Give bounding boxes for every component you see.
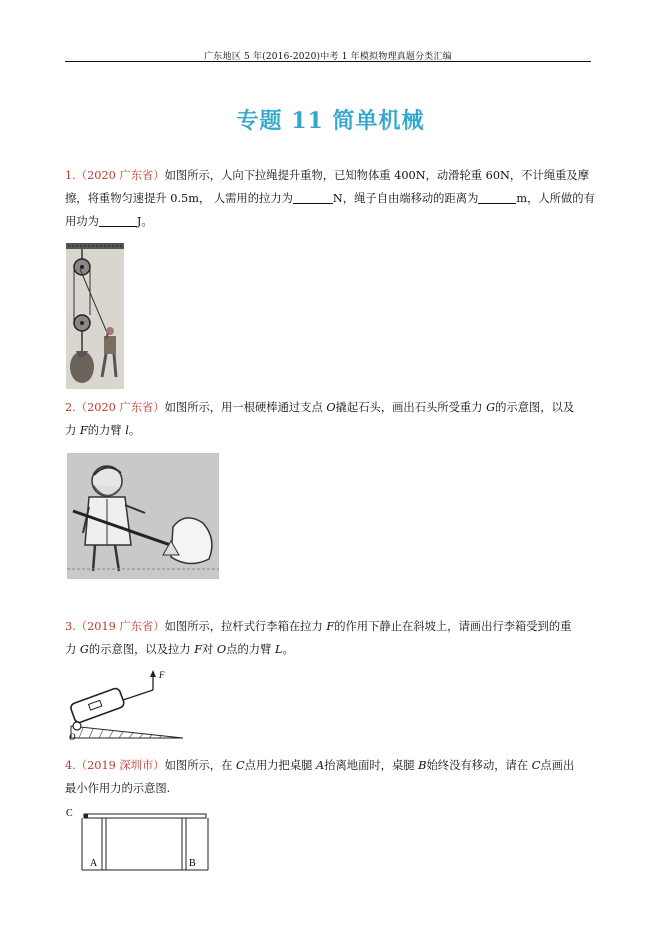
table-figure: [62, 804, 214, 876]
question-1: [65, 164, 595, 233]
question-4-source: 4.（2019 深圳市）: [65, 759, 165, 772]
running-header: 广东地区 5 年(2016-2020)中考 1 年模拟物理真题分类汇编: [204, 52, 452, 62]
leg-a-label: A: [90, 858, 98, 869]
answer-blank[interactable]: [478, 191, 516, 204]
leg-b-label: B: [189, 858, 196, 869]
pivot-label: O: [69, 732, 76, 742]
question-4: [65, 754, 595, 800]
question-3-source: 3.（2019 广东省）: [65, 620, 165, 633]
question-4-line-1: 4.（2019 深圳市）如图所示，在 C点用力把桌腿 A抬离地面时，桌腿 B始终没有移动，请在 C点画出: [65, 759, 575, 772]
question-2-source: 2.（2020 广东省）: [65, 401, 165, 414]
question-2-line-1: 2.（2020 广东省）如图所示，用一根硬棒通过支点 O撬起石头，画出石头所受重力 G的示意图，以及: [65, 401, 575, 414]
question-3: [65, 615, 595, 661]
answer-blank[interactable]: [99, 214, 137, 227]
question-1-line-1: 1.（2020 广东省）如图所示，人向下拉绳提升重物，已知物体重 400N，动滑轮重 60N，不计绳重及摩: [65, 169, 590, 182]
answer-blank[interactable]: [293, 191, 333, 204]
question-1-line-3: 用功为 J。: [65, 215, 153, 228]
question-4-line-2: 最小作用力的示意图.: [65, 782, 171, 795]
header-rule: [65, 61, 591, 62]
question-2: [65, 396, 595, 442]
question-1-source: 1.（2020 广东省）: [65, 169, 165, 182]
question-2-line-2: 力 F的力臂 l。: [65, 424, 141, 437]
luggage-slope-figure: [65, 668, 190, 746]
pulley-figure: [66, 243, 124, 389]
lever-figure: [67, 453, 219, 579]
force-label: F: [159, 670, 165, 680]
question-1-line-2: 擦，将重物匀速提升 0.5m， 人需用的拉力为 N，绳子自由端移动的距离为 m，人所做的有: [65, 192, 595, 205]
question-3-line-2: 力 G的示意图，以及拉力 F对 O点的力臂 L。: [65, 643, 294, 656]
question-3-line-1: 3.（2019 广东省）如图所示，拉杆式行李箱在拉力 F的作用下静止在斜坡上，请画出行李箱受到的重: [65, 620, 572, 633]
page-title: 专题 11 简单机械: [236, 108, 425, 134]
point-c-label: C: [66, 808, 73, 819]
